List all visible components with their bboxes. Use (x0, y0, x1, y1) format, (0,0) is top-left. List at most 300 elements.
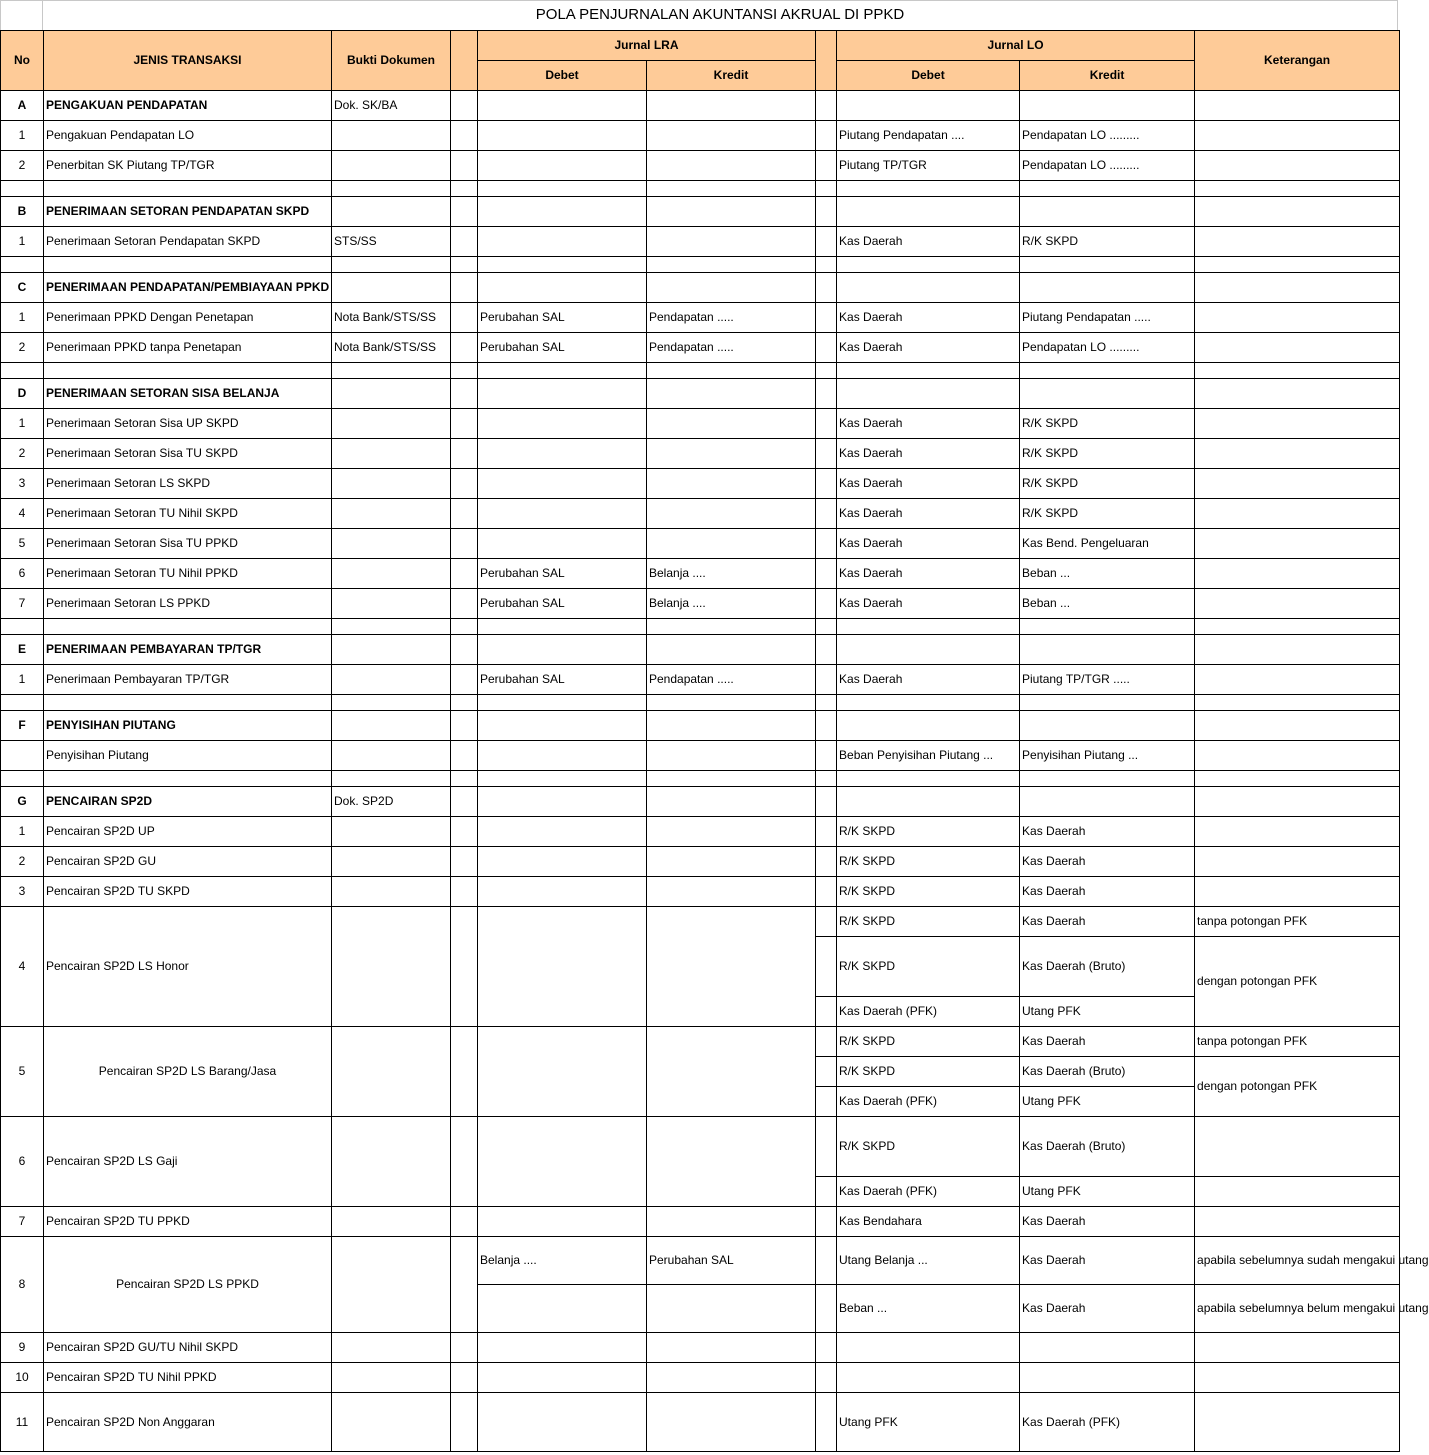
lo-kredit-cell[interactable]: Piutang TP/TGR ..... (1020, 665, 1195, 695)
lra-debet-cell[interactable] (478, 787, 647, 817)
blank-cell[interactable] (1195, 257, 1400, 273)
bukti-cell[interactable] (332, 409, 451, 439)
bukti-cell[interactable] (332, 907, 451, 1027)
keterangan-cell[interactable] (1195, 847, 1400, 877)
spacer-cell[interactable] (451, 1393, 478, 1452)
blank-cell[interactable] (332, 257, 451, 273)
blank-cell[interactable] (1020, 771, 1195, 787)
row-no[interactable]: 11 (1, 1393, 44, 1452)
keterangan-cell[interactable] (1195, 1363, 1400, 1393)
keterangan-cell[interactable]: apabila sebelumnya belum mengakui utang (1195, 1285, 1400, 1333)
lra-kredit-cell[interactable] (647, 499, 816, 529)
blank-cell[interactable] (451, 257, 478, 273)
lo-debet-cell[interactable]: Kas Daerah (837, 227, 1020, 257)
blank-cell[interactable] (478, 181, 647, 197)
lo-kredit-cell[interactable]: R/K SKPD (1020, 499, 1195, 529)
keterangan-cell[interactable] (1195, 227, 1400, 257)
lo-kredit-cell[interactable]: Pendapatan LO ......... (1020, 333, 1195, 363)
spacer-cell[interactable] (816, 409, 837, 439)
lo-debet-cell[interactable]: Kas Daerah (837, 529, 1020, 559)
blank-cell[interactable] (451, 771, 478, 787)
spacer-cell[interactable] (451, 635, 478, 665)
keterangan-cell[interactable] (1195, 303, 1400, 333)
lra-kredit-cell[interactable] (647, 907, 816, 1027)
spacer-cell[interactable] (816, 1207, 837, 1237)
blank-cell[interactable] (647, 695, 816, 711)
jenis-cell[interactable]: Pencairan SP2D LS Gaji (44, 1117, 332, 1207)
blank-cell[interactable] (837, 695, 1020, 711)
blank-cell[interactable] (647, 181, 816, 197)
spacer-cell[interactable] (816, 499, 837, 529)
lra-debet-cell[interactable] (478, 1363, 647, 1393)
lo-kredit-cell[interactable]: Kas Bend. Pengeluaran (1020, 529, 1195, 559)
blank-cell[interactable] (478, 695, 647, 711)
lra-kredit-cell[interactable] (647, 1393, 816, 1452)
lo-kredit-cell[interactable]: Kas Daerah (1020, 1027, 1195, 1057)
keterangan-cell[interactable] (1195, 1177, 1400, 1207)
section-letter[interactable]: C (1, 273, 44, 303)
lra-debet-cell[interactable] (478, 409, 647, 439)
lra-kredit-cell[interactable]: Perubahan SAL (647, 1237, 816, 1285)
jenis-cell[interactable]: Penerimaan Setoran Sisa TU SKPD (44, 439, 332, 469)
section-letter[interactable]: G (1, 787, 44, 817)
spacer-cell[interactable] (451, 1333, 478, 1363)
bukti-cell[interactable] (332, 151, 451, 181)
spacer-cell[interactable] (451, 847, 478, 877)
keterangan-cell[interactable]: dengan potongan PFK (1195, 937, 1400, 1027)
lo-kredit-cell[interactable]: R/K SKPD (1020, 469, 1195, 499)
row-no[interactable]: 1 (1, 227, 44, 257)
bukti-cell[interactable]: STS/SS (332, 227, 451, 257)
bukti-cell[interactable] (332, 439, 451, 469)
blank-cell[interactable] (1, 695, 44, 711)
lo-debet-cell[interactable] (837, 379, 1020, 409)
bukti-cell[interactable]: Nota Bank/STS/SS (332, 303, 451, 333)
spacer-cell[interactable] (816, 711, 837, 741)
lra-kredit-cell[interactable]: Belanja .... (647, 589, 816, 619)
lo-debet-cell[interactable]: Kas Daerah (837, 499, 1020, 529)
lra-debet-cell[interactable] (478, 1285, 647, 1333)
keterangan-cell[interactable]: apabila sebelumnya sudah mengakui utang (1195, 1237, 1400, 1285)
row-no[interactable]: 3 (1, 469, 44, 499)
spacer-cell[interactable] (451, 409, 478, 439)
lo-debet-cell[interactable]: Kas Daerah (837, 303, 1020, 333)
spacer-cell[interactable] (451, 589, 478, 619)
row-no[interactable]: 8 (1, 1237, 44, 1333)
keterangan-cell[interactable] (1195, 333, 1400, 363)
lo-kredit-cell[interactable] (1020, 379, 1195, 409)
keterangan-cell[interactable] (1195, 559, 1400, 589)
spacer-cell[interactable] (451, 151, 478, 181)
title-row-lead-cell[interactable] (0, 1, 43, 31)
lo-debet-cell[interactable]: R/K SKPD (837, 1117, 1020, 1177)
lra-kredit-cell[interactable] (647, 1117, 816, 1207)
row-no[interactable]: 7 (1, 1207, 44, 1237)
lo-debet-cell[interactable]: Piutang TP/TGR (837, 151, 1020, 181)
lra-debet-cell[interactable] (478, 1393, 647, 1452)
blank-cell[interactable] (1, 363, 44, 379)
spacer-cell[interactable] (451, 121, 478, 151)
row-no[interactable]: 10 (1, 1363, 44, 1393)
spacer-cell[interactable] (816, 817, 837, 847)
lra-debet-cell[interactable]: Perubahan SAL (478, 333, 647, 363)
lo-kredit-cell[interactable]: Utang PFK (1020, 1087, 1195, 1117)
lo-debet-cell[interactable] (837, 787, 1020, 817)
lo-kredit-cell[interactable] (1020, 711, 1195, 741)
lra-kredit-cell[interactable] (647, 635, 816, 665)
spacer-cell[interactable] (451, 907, 478, 1027)
lo-debet-cell[interactable] (837, 197, 1020, 227)
lo-debet-cell[interactable] (837, 1333, 1020, 1363)
lo-kredit-cell[interactable] (1020, 197, 1195, 227)
jenis-cell[interactable]: Pencairan SP2D TU SKPD (44, 877, 332, 907)
lra-kredit-cell[interactable] (647, 379, 816, 409)
lra-debet-cell[interactable] (478, 151, 647, 181)
row-no[interactable]: 1 (1, 817, 44, 847)
blank-cell[interactable] (816, 695, 837, 711)
lo-debet-cell[interactable]: Kas Daerah (837, 469, 1020, 499)
jenis-cell[interactable]: Penerimaan Setoran Sisa TU PPKD (44, 529, 332, 559)
lra-debet-cell[interactable] (478, 1333, 647, 1363)
lo-kredit-cell[interactable] (1020, 273, 1195, 303)
spacer-cell[interactable] (816, 439, 837, 469)
bukti-cell[interactable] (332, 847, 451, 877)
keterangan-cell[interactable] (1195, 529, 1400, 559)
blank-cell[interactable] (1195, 619, 1400, 635)
spacer-cell[interactable] (451, 787, 478, 817)
bukti-cell[interactable] (332, 529, 451, 559)
spacer-cell[interactable] (816, 1057, 837, 1087)
lo-debet-cell[interactable]: R/K SKPD (837, 937, 1020, 997)
jenis-cell[interactable]: Penerimaan PPKD Dengan Penetapan (44, 303, 332, 333)
spacer-cell[interactable] (816, 997, 837, 1027)
row-no[interactable]: 5 (1, 1027, 44, 1117)
spacer-cell[interactable] (816, 1285, 837, 1333)
jenis-cell[interactable]: Pengakuan Pendapatan LO (44, 121, 332, 151)
row-no[interactable]: 4 (1, 499, 44, 529)
spacer-cell[interactable] (451, 665, 478, 695)
spacer-cell[interactable] (451, 197, 478, 227)
row-no[interactable]: 2 (1, 151, 44, 181)
keterangan-cell[interactable] (1195, 665, 1400, 695)
bukti-cell[interactable] (332, 665, 451, 695)
spacer-cell[interactable] (816, 1117, 837, 1177)
keterangan-cell[interactable]: tanpa potongan PFK (1195, 907, 1400, 937)
section-title[interactable]: PENERIMAAN PEMBAYARAN TP/TGR (44, 635, 332, 665)
blank-cell[interactable] (647, 257, 816, 273)
spacer-cell[interactable] (816, 227, 837, 257)
blank-cell[interactable] (1, 257, 44, 273)
lra-kredit-cell[interactable] (647, 439, 816, 469)
section-letter[interactable]: D (1, 379, 44, 409)
spacer-cell[interactable] (816, 469, 837, 499)
lo-kredit-cell[interactable]: Kas Daerah (Bruto) (1020, 937, 1195, 997)
lo-kredit-cell[interactable] (1020, 635, 1195, 665)
spacer-cell[interactable] (816, 877, 837, 907)
blank-cell[interactable] (647, 619, 816, 635)
spacer-cell[interactable] (451, 499, 478, 529)
spacer-cell[interactable] (451, 1207, 478, 1237)
row-no[interactable]: 2 (1, 847, 44, 877)
lo-kredit-cell[interactable]: Beban ... (1020, 559, 1195, 589)
lra-debet-cell[interactable] (478, 635, 647, 665)
lra-kredit-cell[interactable] (647, 877, 816, 907)
lo-kredit-cell[interactable]: Piutang Pendapatan ..... (1020, 303, 1195, 333)
lo-debet-cell[interactable]: Kas Daerah (837, 589, 1020, 619)
spacer-cell[interactable] (816, 847, 837, 877)
lo-kredit-cell[interactable]: Kas Daerah (PFK) (1020, 1393, 1195, 1452)
lra-kredit-cell[interactable] (647, 741, 816, 771)
keterangan-cell[interactable] (1195, 817, 1400, 847)
row-no[interactable]: 2 (1, 439, 44, 469)
lra-debet-cell[interactable] (478, 711, 647, 741)
bukti-cell[interactable] (332, 1207, 451, 1237)
keterangan-cell[interactable] (1195, 91, 1400, 121)
jenis-cell[interactable]: Penerbitan SK Piutang TP/TGR (44, 151, 332, 181)
bukti-cell[interactable] (332, 197, 451, 227)
spacer-cell[interactable] (451, 227, 478, 257)
jenis-cell[interactable]: Penerimaan PPKD tanpa Penetapan (44, 333, 332, 363)
lo-debet-cell[interactable]: Piutang Pendapatan .... (837, 121, 1020, 151)
bukti-cell[interactable] (332, 817, 451, 847)
spacer-cell[interactable] (816, 1027, 837, 1057)
blank-cell[interactable] (332, 619, 451, 635)
blank-cell[interactable] (332, 695, 451, 711)
lra-debet-cell[interactable] (478, 439, 647, 469)
lo-kredit-cell[interactable]: Pendapatan LO ......... (1020, 121, 1195, 151)
spacer-cell[interactable] (451, 91, 478, 121)
blank-cell[interactable] (1020, 257, 1195, 273)
blank-cell[interactable] (1020, 363, 1195, 379)
spacer-cell[interactable] (816, 91, 837, 121)
spacer-cell[interactable] (816, 787, 837, 817)
keterangan-cell[interactable] (1195, 439, 1400, 469)
lra-kredit-cell[interactable] (647, 1207, 816, 1237)
keterangan-cell[interactable] (1195, 589, 1400, 619)
jenis-cell[interactable]: Pencairan SP2D TU PPKD (44, 1207, 332, 1237)
blank-cell[interactable] (44, 695, 332, 711)
jenis-cell[interactable]: Pencairan SP2D TU Nihil PPKD (44, 1363, 332, 1393)
lo-kredit-cell[interactable]: Beban ... (1020, 589, 1195, 619)
keterangan-cell[interactable] (1195, 1117, 1400, 1177)
lo-debet-cell[interactable]: Kas Daerah (837, 559, 1020, 589)
keterangan-cell[interactable] (1195, 121, 1400, 151)
lra-debet-cell[interactable] (478, 877, 647, 907)
blank-cell[interactable] (816, 619, 837, 635)
bukti-cell[interactable] (332, 559, 451, 589)
spacer-cell[interactable] (816, 1237, 837, 1285)
lra-debet-cell[interactable] (478, 1117, 647, 1207)
row-no[interactable]: 1 (1, 409, 44, 439)
spacer-cell[interactable] (816, 379, 837, 409)
bukti-cell[interactable] (332, 273, 451, 303)
blank-cell[interactable] (44, 619, 332, 635)
lo-kredit-cell[interactable]: Penyisihan Piutang ... (1020, 741, 1195, 771)
jenis-cell[interactable]: Pencairan SP2D GU (44, 847, 332, 877)
lra-debet-cell[interactable] (478, 529, 647, 559)
spacer-cell[interactable] (451, 877, 478, 907)
lra-kredit-cell[interactable]: Pendapatan ..... (647, 303, 816, 333)
lra-kredit-cell[interactable] (647, 1333, 816, 1363)
row-no[interactable]: 5 (1, 529, 44, 559)
lo-debet-cell[interactable]: R/K SKPD (837, 907, 1020, 937)
keterangan-cell[interactable] (1195, 1333, 1400, 1363)
lo-debet-cell[interactable]: Kas Daerah (PFK) (837, 1177, 1020, 1207)
row-no[interactable]: 7 (1, 589, 44, 619)
lo-kredit-cell[interactable] (1020, 91, 1195, 121)
lra-debet-cell[interactable] (478, 741, 647, 771)
bukti-cell[interactable] (332, 121, 451, 151)
keterangan-cell[interactable] (1195, 787, 1400, 817)
lo-kredit-cell[interactable]: Kas Daerah (1020, 907, 1195, 937)
lra-debet-cell[interactable]: Perubahan SAL (478, 665, 647, 695)
jenis-cell[interactable]: Pencairan SP2D UP (44, 817, 332, 847)
spacer-cell[interactable] (816, 151, 837, 181)
lo-kredit-cell[interactable]: R/K SKPD (1020, 409, 1195, 439)
lra-kredit-cell[interactable] (647, 197, 816, 227)
spacer-cell[interactable] (451, 529, 478, 559)
lra-debet-cell[interactable] (478, 227, 647, 257)
bukti-cell[interactable] (332, 877, 451, 907)
lo-debet-cell[interactable]: R/K SKPD (837, 817, 1020, 847)
lo-kredit-cell[interactable]: Pendapatan LO ......... (1020, 151, 1195, 181)
lra-kredit-cell[interactable] (647, 1285, 816, 1333)
spacer-cell[interactable] (451, 817, 478, 847)
lra-kredit-cell[interactable] (647, 711, 816, 741)
bukti-cell[interactable] (332, 499, 451, 529)
bukti-cell[interactable] (332, 741, 451, 771)
section-title[interactable]: PENERIMAAN PENDAPATAN/PEMBIAYAAN PPKD (44, 273, 332, 303)
blank-cell[interactable] (1195, 771, 1400, 787)
blank-cell[interactable] (837, 181, 1020, 197)
lra-debet-cell[interactable] (478, 1027, 647, 1117)
spacer-cell[interactable] (451, 303, 478, 333)
blank-cell[interactable] (1020, 695, 1195, 711)
blank-cell[interactable] (1, 771, 44, 787)
lo-debet-cell[interactable]: Utang PFK (837, 1393, 1020, 1452)
lo-debet-cell[interactable]: Kas Daerah (837, 665, 1020, 695)
lra-kredit-cell[interactable] (647, 227, 816, 257)
keterangan-cell[interactable] (1195, 273, 1400, 303)
lo-debet-cell[interactable]: Kas Daerah (837, 409, 1020, 439)
lra-kredit-cell[interactable] (647, 1363, 816, 1393)
lra-debet-cell[interactable]: Belanja .... (478, 1237, 647, 1285)
blank-cell[interactable] (478, 257, 647, 273)
jenis-cell[interactable]: Penerimaan Setoran Sisa UP SKPD (44, 409, 332, 439)
bukti-cell[interactable]: Dok. SK/BA (332, 91, 451, 121)
lra-debet-cell[interactable] (478, 273, 647, 303)
blank-cell[interactable] (1020, 619, 1195, 635)
lo-debet-cell[interactable]: R/K SKPD (837, 877, 1020, 907)
row-no[interactable] (1, 741, 44, 771)
jenis-cell[interactable]: Pencairan SP2D Non Anggaran (44, 1393, 332, 1452)
lra-debet-cell[interactable] (478, 379, 647, 409)
spacer-cell[interactable] (816, 1363, 837, 1393)
keterangan-cell[interactable] (1195, 877, 1400, 907)
row-no[interactable]: 1 (1, 665, 44, 695)
lra-kredit-cell[interactable] (647, 787, 816, 817)
blank-cell[interactable] (1195, 181, 1400, 197)
lra-debet-cell[interactable] (478, 817, 647, 847)
spacer-cell[interactable] (816, 741, 837, 771)
lra-debet-cell[interactable] (478, 197, 647, 227)
lra-debet-cell[interactable] (478, 469, 647, 499)
blank-cell[interactable] (1195, 363, 1400, 379)
lra-debet-cell[interactable]: Perubahan SAL (478, 303, 647, 333)
lo-debet-cell[interactable] (837, 273, 1020, 303)
lo-kredit-cell[interactable] (1020, 1333, 1195, 1363)
blank-cell[interactable] (837, 619, 1020, 635)
bukti-cell[interactable] (332, 589, 451, 619)
jenis-cell[interactable]: Pencairan SP2D GU/TU Nihil SKPD (44, 1333, 332, 1363)
lo-debet-cell[interactable]: Beban ... (837, 1285, 1020, 1333)
spacer-cell[interactable] (451, 711, 478, 741)
keterangan-cell[interactable]: dengan potongan PFK (1195, 1057, 1400, 1117)
lo-debet-cell[interactable]: Kas Daerah (PFK) (837, 1087, 1020, 1117)
row-no[interactable]: 1 (1, 121, 44, 151)
row-no[interactable]: 6 (1, 559, 44, 589)
lra-kredit-cell[interactable]: Pendapatan ..... (647, 333, 816, 363)
jenis-cell[interactable]: Penerimaan Setoran Pendapatan SKPD (44, 227, 332, 257)
blank-cell[interactable] (816, 181, 837, 197)
lra-kredit-cell[interactable]: Pendapatan ..... (647, 665, 816, 695)
lra-debet-cell[interactable] (478, 847, 647, 877)
lra-debet-cell[interactable]: Perubahan SAL (478, 559, 647, 589)
bukti-cell[interactable] (332, 1117, 451, 1207)
lo-kredit-cell[interactable] (1020, 1363, 1195, 1393)
lo-debet-cell[interactable]: Kas Daerah (837, 333, 1020, 363)
blank-cell[interactable] (837, 257, 1020, 273)
spacer-cell[interactable] (816, 635, 837, 665)
blank-cell[interactable] (44, 363, 332, 379)
bukti-cell[interactable]: Dok. SP2D (332, 787, 451, 817)
blank-cell[interactable] (647, 771, 816, 787)
lo-debet-cell[interactable]: Kas Daerah (837, 439, 1020, 469)
blank-cell[interactable] (1, 181, 44, 197)
blank-cell[interactable] (478, 619, 647, 635)
keterangan-cell[interactable] (1195, 151, 1400, 181)
jenis-cell[interactable]: Pencairan SP2D LS PPKD (44, 1237, 332, 1333)
bukti-cell[interactable]: Nota Bank/STS/SS (332, 333, 451, 363)
row-no[interactable]: 9 (1, 1333, 44, 1363)
spacer-cell[interactable] (816, 1333, 837, 1363)
blank-cell[interactable] (451, 695, 478, 711)
lra-debet-cell[interactable] (478, 121, 647, 151)
spacer-cell[interactable] (451, 741, 478, 771)
lra-debet-cell[interactable] (478, 91, 647, 121)
lra-kredit-cell[interactable] (647, 529, 816, 559)
lo-kredit-cell[interactable]: Kas Daerah (1020, 1237, 1195, 1285)
spacer-cell[interactable] (451, 469, 478, 499)
section-letter[interactable]: A (1, 91, 44, 121)
spacer-cell[interactable] (451, 379, 478, 409)
lra-kredit-cell[interactable] (647, 847, 816, 877)
lo-kredit-cell[interactable]: Kas Daerah (1020, 1207, 1195, 1237)
spacer-cell[interactable] (451, 1027, 478, 1117)
lo-debet-cell[interactable] (837, 711, 1020, 741)
bukti-cell[interactable] (332, 1363, 451, 1393)
lra-debet-cell[interactable] (478, 907, 647, 1027)
bukti-cell[interactable] (332, 635, 451, 665)
keterangan-cell[interactable] (1195, 469, 1400, 499)
bukti-cell[interactable] (332, 711, 451, 741)
blank-cell[interactable] (44, 257, 332, 273)
section-title[interactable]: PENERIMAAN SETORAN SISA BELANJA (44, 379, 332, 409)
section-letter[interactable]: E (1, 635, 44, 665)
section-title[interactable]: PENERIMAAN SETORAN PENDAPATAN SKPD (44, 197, 332, 227)
section-letter[interactable]: B (1, 197, 44, 227)
spacer-cell[interactable] (816, 1177, 837, 1207)
